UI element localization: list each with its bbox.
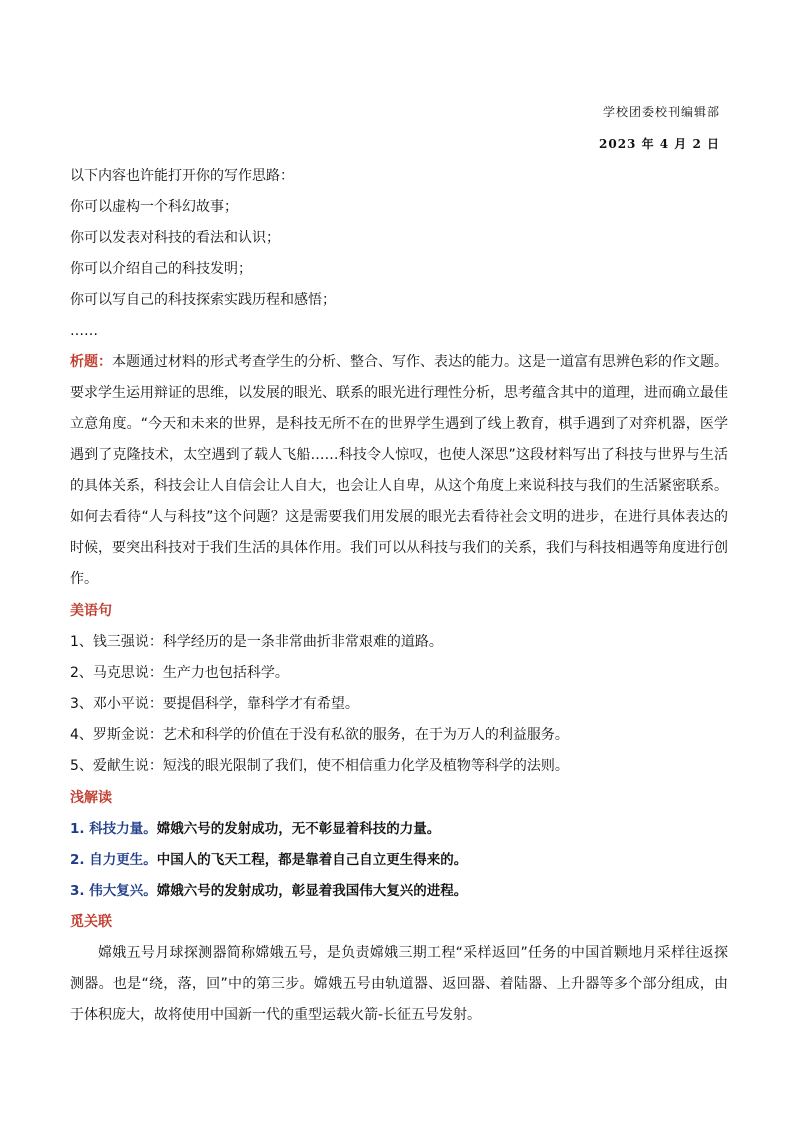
quote-item: 5、爱献生说：短浅的眼光限制了我们，使不相信重力化学及植物等科学的法则。	[70, 758, 569, 774]
related-paragraph: 嫦娥五号月球探测器简称嫦娥五号，是负责嫦娥三期工程“采样返回”任务的中国首颗地月采样往返探测器。也是“绕，落，回”中的第三步。嫦娥五号由轨道器、返回器、着陆器、上升器等多个部分组成，由于体积庞大，故将使用中国新一代的重型运载火箭-长征五号发射。	[70, 945, 728, 1023]
related-heading: 觅关联	[70, 914, 112, 930]
idea-item: 你可以介绍自己的科技发明；	[70, 261, 252, 277]
interpretation-item-text: 嫦娥六号的发射成功，无不彰显着科技的力量。	[156, 821, 441, 837]
ideas-intro: 以下内容也许能打开你的写作思路：	[70, 168, 294, 184]
quotes-section	[70, 596, 728, 782]
interpretation-item-title: 3. 伟大复兴。	[70, 883, 157, 899]
interpretation-item	[70, 845, 728, 876]
interpretation-item-text: 中国人的飞天工程，都是靠着自己自立更生得来的。	[156, 852, 468, 868]
quote-item: 4、罗斯金说：艺术和科学的价值在于没有私欲的服务，在于为万人的利益服务。	[70, 727, 569, 743]
related-section	[70, 907, 728, 1031]
analysis-label: 析题：	[70, 354, 112, 370]
ideas-ellipsis: ……	[70, 323, 98, 339]
idea-item: 你可以虚构一个科幻故事；	[70, 199, 238, 215]
analysis-text: 本题通过材料的形式考查学生的分析、整合、写作、表达的能力。这是一道富有思辨色彩的作文题。要求学生运用辩证的思维，以发展的眼光、联系的眼光进行理性分析，思考蕴含其中的道理，进而确立最佳立意角度。“今天和未来的世界，是科技无所不在的世界学生遇到了线上教育，棋手遇到了对弈机器，医学遇到了克隆技术，太空遇到了载人飞船……科技令人惊叹，也使人深思”这段材料写出了科技与世界与生活的具体关系，科技会让人自信会让人自大，也会让人自卑，从这个角度上来说科技与我们的生活紧密联系。如何去看待“人与科技”这个问题？这是需要我们用发展的眼光去看待社会文明的进步，在进行具体表达的时候，要突出科技对于我们生活的具体作用。我们可以从科技与我们的关系，我们与科技相遇等角度进行创作。	[70, 354, 728, 587]
idea-item: 你可以发表对科技的看法和认识；	[70, 230, 280, 246]
interpretation-heading: 浅解读	[70, 790, 112, 806]
interpretation-item	[70, 876, 728, 907]
interpretation-item	[70, 814, 728, 845]
interpretation-item-title: 2. 自力更生。	[70, 852, 157, 868]
idea-item: 你可以写自己的科技探索实践历程和感悟；	[70, 292, 336, 308]
interpretation-item-title: 1. 科技力量。	[70, 821, 157, 837]
interpretation-section	[70, 783, 728, 907]
quote-item: 3、邓小平说：要提倡科学，靠科学才有希望。	[70, 696, 359, 712]
quote-item: 1、钱三强说：科学经历的是一条非常曲折非常艰难的道路。	[70, 634, 443, 650]
publish-date: 2023 年 4 月 2 日	[599, 137, 720, 151]
ideas-section	[70, 161, 728, 347]
publisher-name: 学校团委校刊编辑部	[602, 105, 720, 119]
quote-item: 2、马克思说：生产力也包括科学。	[70, 665, 289, 681]
interpretation-item-text: 嫦娥六号的发射成功，彰显着我国伟大复兴的进程。	[156, 883, 468, 899]
analysis-paragraph	[70, 347, 728, 595]
quotes-heading: 美语句	[70, 603, 112, 619]
